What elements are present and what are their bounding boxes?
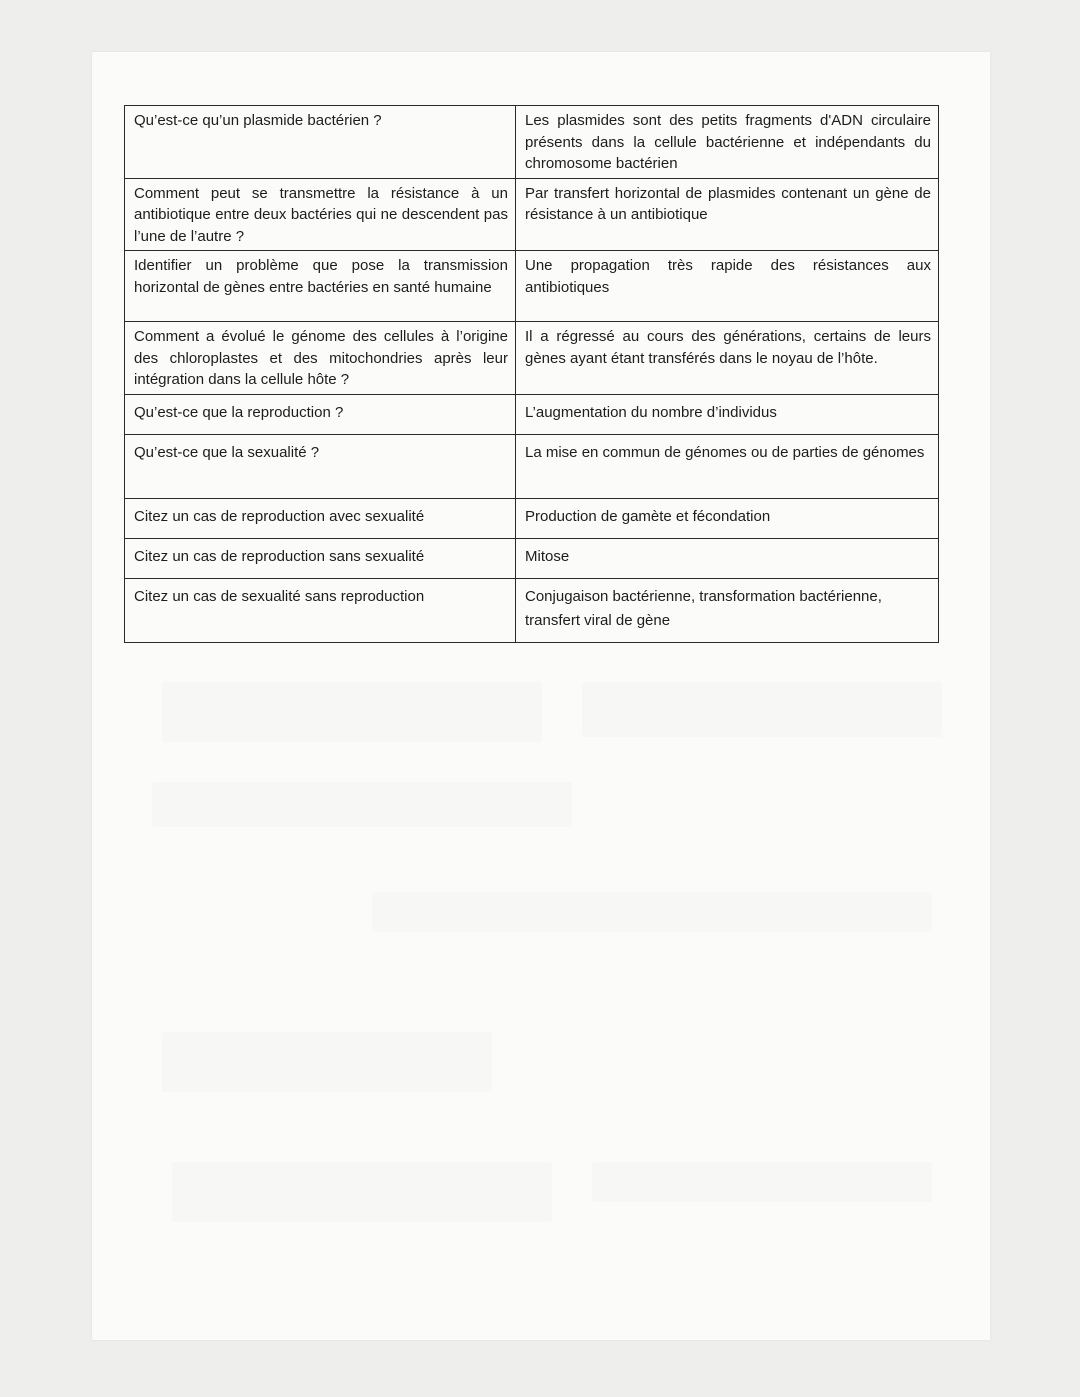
table-row	[125, 434, 939, 498]
question-cell: Comment a évolué le génome des cellules à l’origine des chloroplastes et des mitochondries après leur intégration dans la cellule hôte ?	[125, 322, 516, 395]
bleed-through-mark	[152, 782, 572, 827]
table-row	[125, 498, 939, 538]
table-row	[125, 251, 939, 322]
answer-cell: Conjugaison bactérienne, transformation bactérienne, transfert viral de gène	[516, 578, 939, 642]
answer-cell: Mitose	[516, 538, 939, 578]
answer-cell: Il a régressé au cours des générations, certains de leurs gènes ayant étant transférés dans le noyau de l’hôte.	[516, 322, 939, 395]
bleed-through-mark	[162, 682, 542, 742]
answer-cell: Les plasmides sont des petits fragments d'ADN circulaire présents dans la cellule bactérienne et indépendants du chromosome bactérien	[516, 106, 939, 179]
question-cell: Identifier un problème que pose la transmission horizontal de gènes entre bactéries en santé humaine	[125, 251, 516, 322]
question-cell: Citez un cas de reproduction sans sexualité	[125, 538, 516, 578]
question-cell: Qu’est-ce que la reproduction ?	[125, 394, 516, 434]
bleed-through-mark	[592, 1162, 932, 1202]
answer-cell: La mise en commun de génomes ou de parties de génomes	[516, 434, 939, 498]
table-row	[125, 178, 939, 251]
question-cell: Qu’est-ce que la sexualité ?	[125, 434, 516, 498]
question-cell: Qu’est-ce qu’un plasmide bactérien ?	[125, 106, 516, 179]
table-row	[125, 538, 939, 578]
answer-cell: Production de gamète et fécondation	[516, 498, 939, 538]
question-cell: Comment peut se transmettre la résistance à un antibiotique entre deux bactéries qui ne descendent pas l’une de l’autre ?	[125, 178, 516, 251]
table-row	[125, 578, 939, 642]
table-row	[125, 394, 939, 434]
answer-cell: L’augmentation du nombre d’individus	[516, 394, 939, 434]
qa-table	[124, 105, 939, 643]
bleed-through-mark	[582, 682, 942, 737]
table-row	[125, 106, 939, 179]
bleed-through-mark	[162, 1032, 492, 1092]
answer-cell: Par transfert horizontal de plasmides contenant un gène de résistance à un antibiotique	[516, 178, 939, 251]
question-cell: Citez un cas de reproduction avec sexualité	[125, 498, 516, 538]
table-row	[125, 322, 939, 395]
answer-cell: Une propagation très rapide des résistances aux antibiotiques	[516, 251, 939, 322]
question-cell: Citez un cas de sexualité sans reproduction	[125, 578, 516, 642]
bleed-through-mark	[172, 1162, 552, 1222]
bleed-through-mark	[372, 892, 932, 932]
